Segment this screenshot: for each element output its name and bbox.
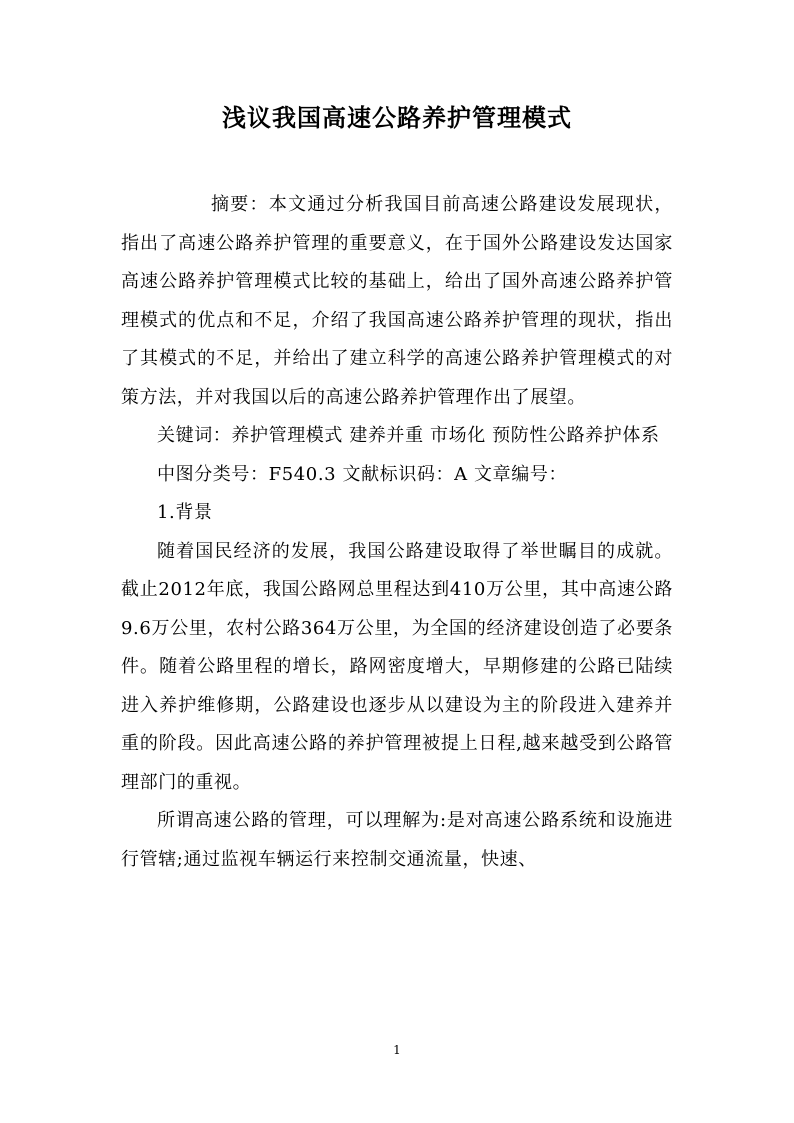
keywords-paragraph: 关键词：养护管理模式 建养并重 市场化 预防性公路养护体系 <box>157 425 660 446</box>
body-paragraph: 随着国民经济的发展，我国公路建设取得了举世瞩目的成就。截止2012年底，我国公路网总里程达到410万公里，其中高速公路9.6万公里，农村公路364万公里，为全国的经济建设创造了必要条件。随着公路里程的增长，路网密度增大，早期修建的公路已陆续进入养护维修期，公路建设也逐步从以建设为主的阶段进入建养并重的阶段。因此高速公路的养护管理被提上日程,越来越受到公路管理部门的重视。 <box>121 540 673 793</box>
page-number: 1 <box>393 1043 401 1057</box>
abstract-paragraph: 摘要：本文通过分析我国目前高速公路建设发展现状，指出了高速公路养护管理的重要意义，在于国外公路建设发达国家高速公路养护管理模式比较的基础上，给出了国外高速公路养护管理模式的优点和不足，介绍了我国高速公路养护管理的现状，指出了其模式的不足，并给出了建立科学的高速公路养护管理模式的对策方法，并对我国以后的高速公路养护管理作出了展望。 <box>121 194 673 408</box>
body-paragraph: 所谓高速公路的管理，可以理解为:是对高速公路系统和设施进行管辖;通过监视车辆运行来控制交通流量，快速、 <box>121 810 673 870</box>
document-title: 浅议我国高速公路养护管理模式 <box>222 103 572 132</box>
classification-line: 中图分类号：F540.3 文献标识码：A 文章编号： <box>157 463 568 485</box>
document-body <box>121 186 673 879</box>
section-heading: 1.背景 <box>157 502 213 523</box>
